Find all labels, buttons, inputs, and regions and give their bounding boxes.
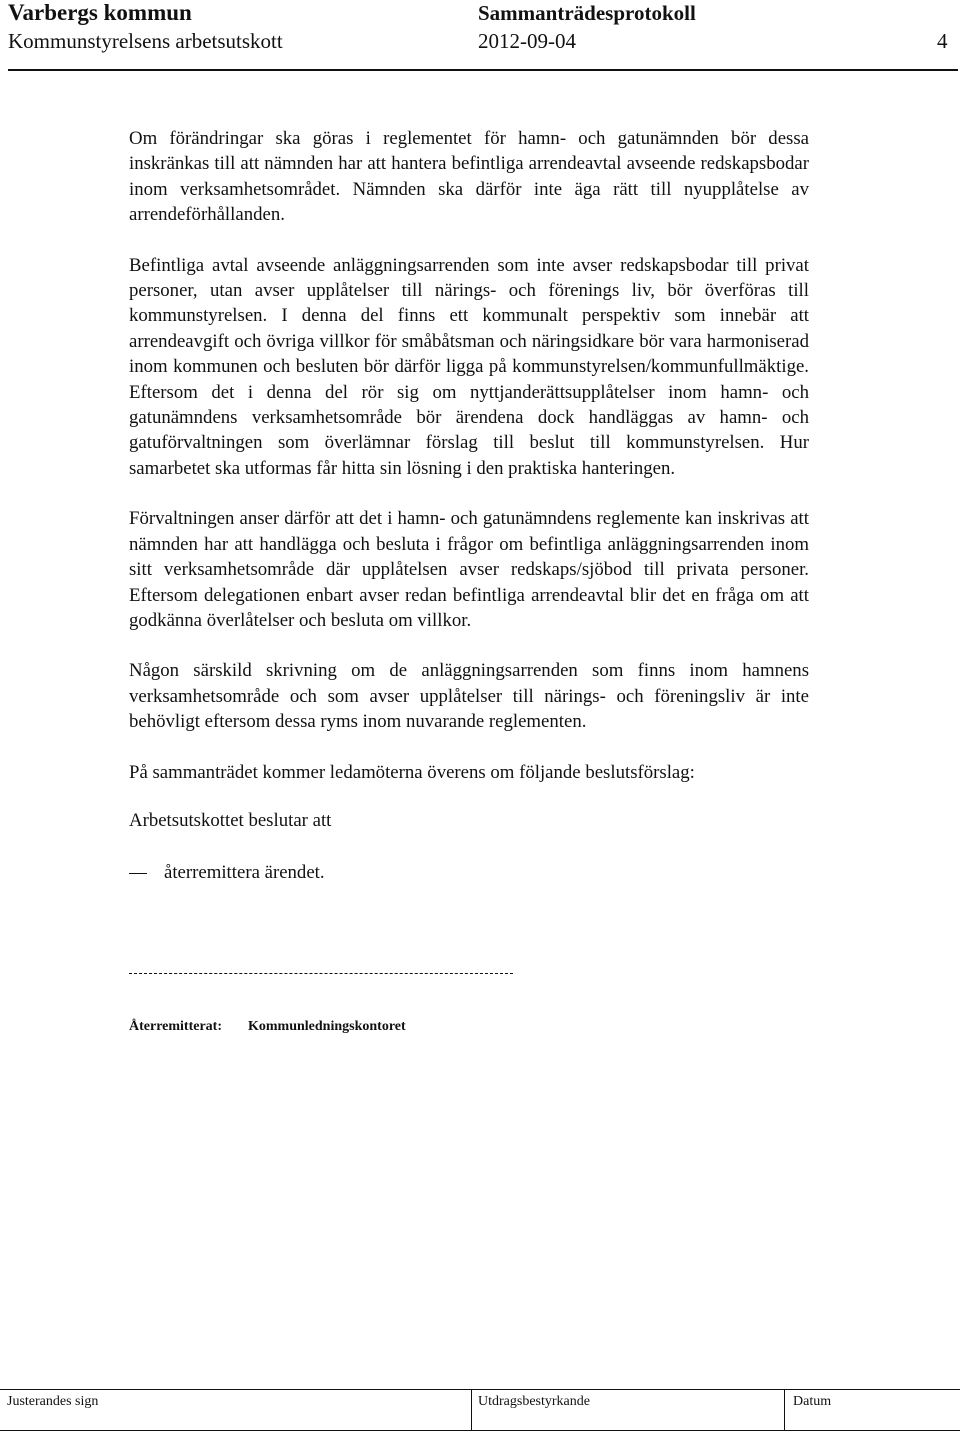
- paragraph: Befintliga avtal avseende anläggningsarrenden som inte avser redskapsbodar till privat personer, utan avser upplåtelser till närings- och förenings liv, bör överföras till kommunstyrelsen. I denna del finns ett kommunalt perspektiv som innebär att arrendeavgift och övriga villkor för småbåtsman och näringsidkare bör vara harmoniserad inom kommunen och besluten bör därför ligga på kommunstyrelsen/kommunfullmäktige. Eftersom det i denna del rör sig om nyttjanderättsupplåtelser inom hamn- och gatunämndens verksamhetsområde bör ärendena dock handläggas av hamn- och gatuförvaltningen som överlämnar förslag till beslut till kommunstyrelsen. Hur samarbetet ska utformas får hitta sin lösning i den praktiska hanteringen.: [129, 254, 809, 479]
- document-type: Sammanträdesprotokoll: [478, 1, 696, 25]
- paragraph: På sammanträdet kommer ledamöterna överens om följande beslutsförslag:: [129, 761, 695, 783]
- dash-bullet-icon: [129, 873, 147, 874]
- header-divider: [8, 69, 958, 71]
- paragraph: Om förändringar ska göras i reglementet för hamn- och gatunämnden bör dessa inskränkas till att nämnden har att hantera befintliga arrendeavtal avseende redskapsbodar inom verksamhetsområdet. Nämnden ska därför inte äga rätt till nyupplåtelse av arrendeförhållanden.: [129, 128, 809, 226]
- justerandes-sign-cell: [0, 1390, 472, 1430]
- paragraph: Förvaltningen anser därför att det i hamn- och gatunämndens reglemente kan inskrivas att nämnden har att handlägga och besluta i frågor om befintliga anläggningsarrenden inom sitt verksamhetsområde där upplåtelsen avser redskaps/sjöbod till privata personer. Eftersom delegationen enbart avser redan befintliga arrendeavtal blir det en fråga om att godkänna överlåtelser och besluta om villkor.: [129, 508, 809, 631]
- meeting-date: 2012-09-04: [478, 29, 576, 53]
- decision-item: [129, 860, 809, 886]
- datum-label: Datum: [793, 1394, 832, 1409]
- paragraph: Arbetsutskottet beslutar att: [129, 809, 332, 831]
- page-number: 4: [937, 29, 948, 53]
- document-body: [129, 126, 809, 886]
- remit-value: Kommunledningskontoret: [248, 1019, 406, 1034]
- page-header: [0, 0, 960, 72]
- utdragsbestyrkande-label: Utdragsbestyrkande: [478, 1394, 590, 1409]
- dashed-divider: [129, 973, 513, 974]
- organization-name: Varbergs kommun: [8, 0, 192, 25]
- datum-cell: [786, 1390, 960, 1430]
- committee-name: Kommunstyrelsens arbetsutskott: [8, 29, 283, 53]
- decision-text: återremittera ärendet.: [164, 862, 325, 884]
- signature-footer: [0, 1389, 960, 1431]
- remit-label: Återremitterat:: [129, 1019, 223, 1034]
- paragraph: Någon särskild skrivning om de anläggningsarrenden som finns inom hamnens verksamhetsområde och som avser upplåtelser till närings- och föreningsliv är inte behövligt eftersom dessa ryms inom nuvarande reglementen.: [129, 660, 809, 733]
- utdragsbestyrkande-cell: [471, 1390, 785, 1430]
- justerandes-sign-label: Justerandes sign: [7, 1394, 99, 1409]
